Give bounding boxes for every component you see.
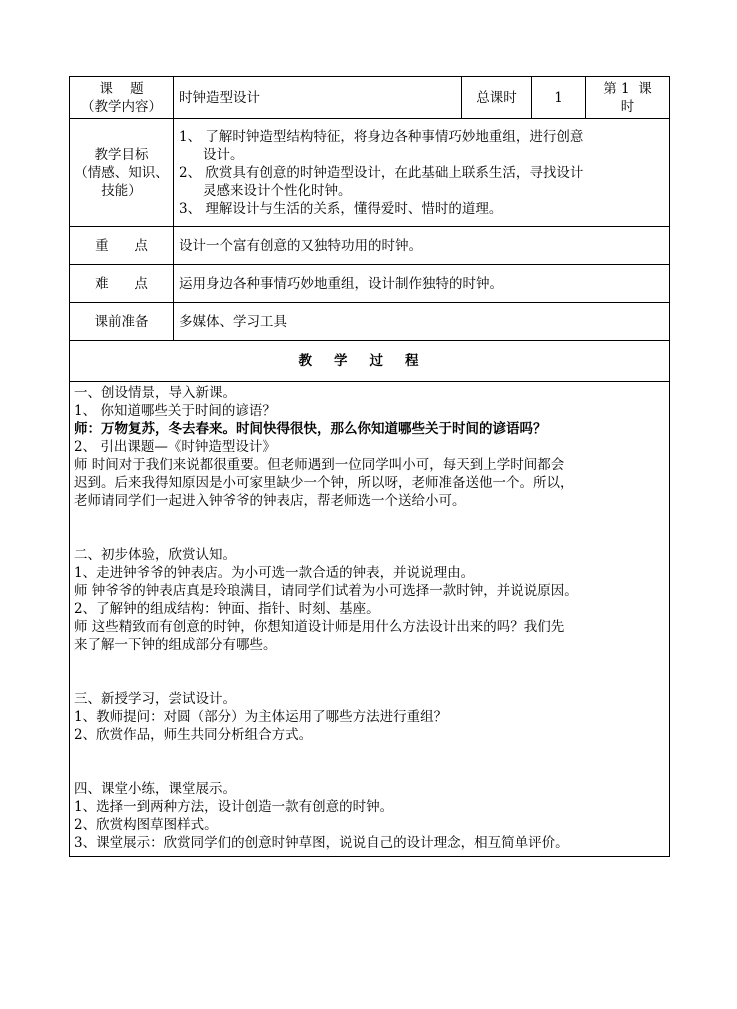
prep-value: 多媒体、学习工具 xyxy=(174,303,670,341)
process-line: 二、初步体验，欣赏认知。 xyxy=(74,547,236,563)
process-line: 师 时间对于我们来说都很重要。但老师遇到一位同学叫小可，每天到上学时间都会 xyxy=(74,457,565,473)
spacer xyxy=(74,528,665,546)
total-hours-value: 1 xyxy=(532,77,586,119)
process-line: 1、走进钟爷爷的钟表店。为小可选一款合适的钟表，并说说理由。 xyxy=(74,565,475,581)
goal-line: 3、 理解设计与生活的关系，懂得爱时、惜时的道理。 xyxy=(179,200,503,217)
process-line: 一、创设情景，导入新课。 xyxy=(74,385,236,401)
topic-label-line2: （教学内容） xyxy=(81,98,162,115)
process-line: 师 这些精致而有创意的时钟，你想知道设计师是用什么方法设计出来的吗？我们先 xyxy=(74,619,565,635)
difficulty-row xyxy=(70,265,670,303)
process-line: 2、欣赏作品，师生共同分析组合方式。 xyxy=(74,727,313,743)
process-line: 师 钟爷爷的钟表店真是玲琅满目，请同学们试着为小可选择一款时钟，并说说原因。 xyxy=(74,583,578,599)
goal-line: 灵感来设计个性化时钟。 xyxy=(203,182,352,199)
spacer xyxy=(74,744,665,762)
difficulty-label: 难 点 xyxy=(70,265,174,303)
goals-label-cell xyxy=(70,119,174,227)
goal-line: 2、 欣赏具有创意的时钟造型设计，在此基础上联系生活，寻找设计 xyxy=(179,164,584,181)
process-title-row xyxy=(70,341,670,382)
process-line: 1、教师提问：对圆（部分）为主体运用了哪些方法进行重组？ xyxy=(74,709,448,725)
process-line: 3、课堂展示：欣赏同学们的创意时钟草图，说说自己的设计理念，相互简单评价。 xyxy=(74,835,569,851)
total-hours-label: 总课时 xyxy=(462,77,532,119)
topic-row xyxy=(70,77,670,119)
spacer xyxy=(74,762,665,780)
goals-label-line1: 教学目标 xyxy=(94,146,149,163)
lesson-plan-table xyxy=(69,76,670,857)
process-line: 2、了解钟的组成结构：钟面、指针、时刻、基座。 xyxy=(74,601,380,617)
period-line1: 第 1 课 xyxy=(603,80,652,97)
process-line: 老师请同学们一起进入钟爷爷的钟表店，帮老师选一个送给小可。 xyxy=(74,493,466,509)
topic-value: 时钟造型设计 xyxy=(174,77,462,119)
period-line2: 时 xyxy=(620,98,635,115)
spacer xyxy=(74,510,665,528)
key-point-value: 设计一个富有创意的又独特功用的时钟。 xyxy=(174,227,670,265)
goal-line: 设计。 xyxy=(203,146,244,163)
key-point-label: 重 点 xyxy=(70,227,174,265)
process-line: 来了解一下钟的组成部分有哪些。 xyxy=(74,637,277,653)
prep-row xyxy=(70,303,670,341)
process-content xyxy=(70,382,670,857)
process-title: 教学过程 xyxy=(70,341,670,382)
process-line: 1、选择一到两种方法，设计创造一款有创意的时钟。 xyxy=(74,799,394,815)
goals-label-line2: （情感、知识、 xyxy=(74,164,169,181)
process-line: 三、新授学习，尝试设计。 xyxy=(74,691,236,707)
topic-label-line1: 课 题 xyxy=(99,80,144,97)
key-point-row xyxy=(70,227,670,265)
process-row xyxy=(70,382,670,857)
topic-label-cell xyxy=(70,77,174,119)
spacer xyxy=(74,654,665,672)
process-line: 1、 你知道哪些关于时间的谚语？ xyxy=(74,403,276,419)
process-line: 2、 引出课题—《时钟造型设计》 xyxy=(74,439,276,455)
goals-row xyxy=(70,119,670,227)
period-cell xyxy=(586,77,670,119)
prep-label: 课前准备 xyxy=(70,303,174,341)
goal-line: 1、 了解时钟造型结构特征，将身边各种事情巧妙地重组，进行创意 xyxy=(179,128,584,145)
goals-label-line3: 技能） xyxy=(101,182,142,199)
process-line: 师：万物复苏，冬去春来。时间快得很快，那么你知道哪些关于时间的谚语吗？ xyxy=(74,421,547,437)
process-line: 四、课堂小练，课堂展示。 xyxy=(74,781,236,797)
spacer xyxy=(74,672,665,690)
process-line: 迟到。后来我得知原因是小可家里缺少一个钟，所以呀，老师准备送他一个。所以， xyxy=(74,475,574,491)
goals-content xyxy=(174,119,670,227)
process-line: 2、欣赏构图草图样式。 xyxy=(74,817,218,833)
difficulty-value: 运用身边各种事情巧妙地重组，设计制作独特的时钟。 xyxy=(174,265,670,303)
